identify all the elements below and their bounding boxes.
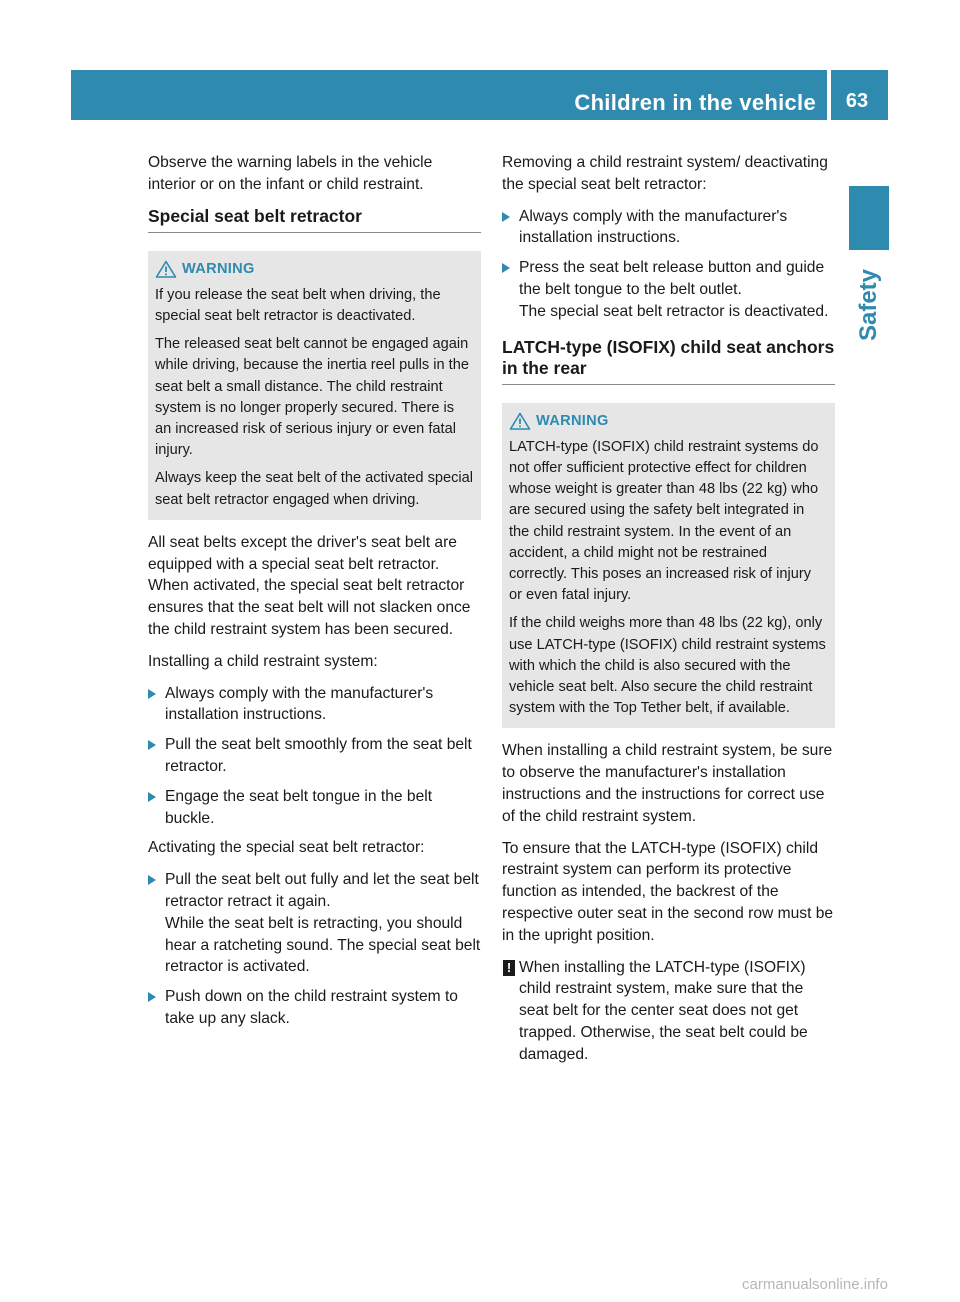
right-column: [502, 152, 835, 1066]
warning-paragraph: If the child weighs more than 48 lbs (22 kg), only use LATCH-type (ISOFIX) child restraint systems with which the child is also secured with the vehicle seat belt. Also secure the child restraint system with the Top Tether belt, if available.: [509, 615, 826, 717]
warning-triangle-icon: [509, 412, 531, 430]
exclamation-icon: !: [503, 960, 515, 976]
intro-text: Observe the warning labels in the vehicle interior or on the infant or child restraint.: [148, 154, 433, 193]
warning-paragraph: The released seat belt cannot be engaged again while driving, because the inertia reel pulls in the seat belt a small distance. The child restraint system is no longer properly secured. There is an increased risk of serious injury or even fatal injury.: [155, 336, 469, 459]
step-result-text: The special seat belt retractor is deactivated.: [519, 302, 829, 320]
warning-paragraph: LATCH-type (ISOFIX) child restraint systems do not offer sufficient protective effect for children whose weight is greater than 48 lbs (22 kg) who are secured using the safety belt integrated in the child restraint system. In the event of an accident, a child might not be restrained correctly. This poses an increased risk of injury or even fatal injury.: [509, 438, 819, 604]
instruction-step: Always comply with the manufacturer's installation instructions.: [148, 683, 481, 727]
warning-triangle-icon: [155, 260, 177, 278]
step-arrow-icon: [148, 992, 156, 1002]
side-tab-label: Safety: [855, 268, 883, 342]
remove-label: Removing a child restraint system/ deactivating the special seat belt retractor:: [502, 154, 828, 193]
activate-label: Activating the special seat belt retractor:: [148, 839, 425, 857]
instruction-step: Push down on the child restraint system to take up any slack.: [148, 986, 481, 1030]
warning-paragraph: Always keep the seat belt of the activated special seat belt retractor engaged when driving.: [155, 470, 474, 508]
warning-header: [509, 411, 828, 432]
body-text: To ensure that the LATCH-type (ISOFIX) child restraint system can perform its protective function as intended, the backrest of the respective outer seat in the second row must be in the upright position.: [502, 839, 834, 944]
body-text: All seat belts except the driver's seat belt are equipped with a special seat belt retractor. When activated, the special seat belt retractor ensures that the seat belt will not slacken once the child restraint system has been secured.: [148, 533, 471, 639]
section-heading-latch: LATCH-type (ISOFIX) child seat anchors in the rear: [502, 337, 835, 385]
instruction-step: Engage the seat belt tongue in the belt buckle.: [148, 786, 481, 830]
warning-paragraph: If you release the seat belt when driving, the special seat belt retractor is deactivated.: [155, 286, 441, 324]
instruction-step: Always comply with the manufacturer's installation instructions.: [502, 206, 835, 250]
watermark-text: carmanualsonline.info: [742, 1276, 888, 1293]
instruction-step: Pull the seat belt out fully and let the seat belt retractor retract it again. While the seat belt is retracting, you should hear a ratcheting sound. The special seat belt retractor is activated.: [148, 869, 481, 978]
note-block: [502, 957, 835, 1066]
warning-title: WARNING: [536, 412, 609, 429]
install-label: Installing a child restraint system:: [148, 652, 378, 670]
left-column: [148, 152, 481, 1038]
step-arrow-icon: [148, 689, 156, 699]
step-arrow-icon: [148, 875, 156, 885]
warning-title: WARNING: [182, 260, 255, 277]
warning-header: [155, 259, 474, 280]
header-separator: [827, 70, 831, 120]
body-text: When installing a child restraint system, be sure to observe the manufacturer's installation instructions and the instructions for correct use of the child restraint system.: [502, 742, 833, 825]
warning-box-retractor: [148, 251, 481, 520]
step-result-text: While the seat belt is retracting, you should hear a ratcheting sound. The special seat belt retractor is activated.: [165, 914, 481, 976]
page-number: 63: [845, 90, 869, 112]
step-arrow-icon: [502, 212, 510, 222]
instruction-step: Pull the seat belt smoothly from the seat belt retractor.: [148, 734, 481, 778]
step-arrow-icon: [502, 263, 510, 273]
section-heading-retractor: Special seat belt retractor: [148, 206, 481, 233]
warning-box-latch: [502, 403, 835, 729]
chapter-title: Children in the vehicle: [574, 90, 816, 115]
note-text: When installing the LATCH-type (ISOFIX) child restraint system, make sure that the seat belt for the center seat does not get trapped. Otherwise, the seat belt could be damaged.: [519, 958, 808, 1063]
step-arrow-icon: [148, 792, 156, 802]
instruction-step: Press the seat belt release button and guide the belt tongue to the belt outlet. The special seat belt retractor is deactivated.: [502, 257, 835, 322]
side-tab-marker: [849, 186, 889, 250]
header-bar: [71, 70, 888, 120]
step-arrow-icon: [148, 740, 156, 750]
